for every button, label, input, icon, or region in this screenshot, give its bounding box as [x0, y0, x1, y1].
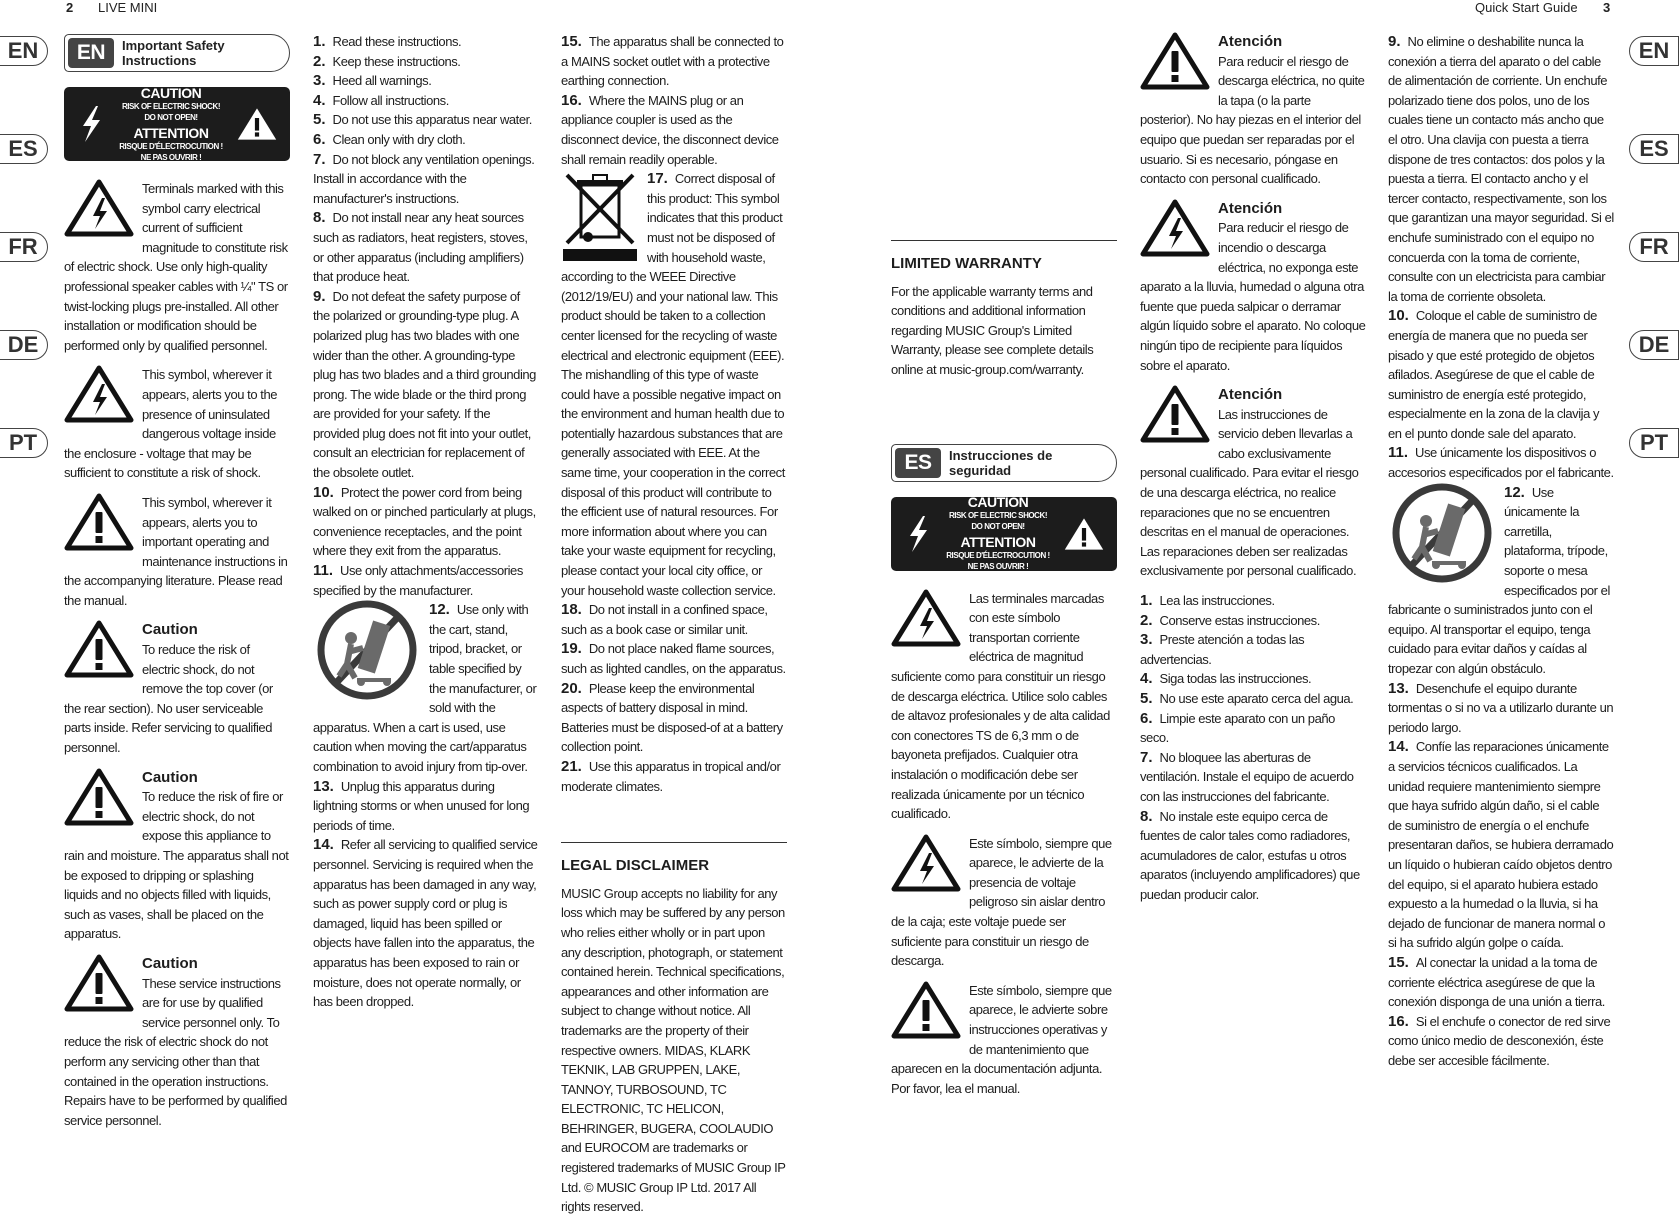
- es-item-4: 4. Siga todas las instrucciones.: [1140, 670, 1312, 688]
- legal-disclaimer-text: MUSIC Group accepts no liability for any loss which may be suffered by any person who relies either wholly or in part upon any description, photograph, or statement contained herein. Technical specifications, appearances and other information are subject to change without notice. All trademarks are the property of their respective owners. MIDAS, KLARK TEKNIK, LAB GRUPPEN, LAKE, TANNOY, TURBOSOUND, TC ELECTRONIC, TC HELICON, BEHRINGER, BUGERA, COOLAUDIO and EUROCOM are trademarks or registered trademarks of MUSIC Group IP Ltd. © MUSIC Group IP Ltd. 2017 All rights reserved.: [561, 885, 786, 1215]
- es-attention-1: Atención Para reducir el riesgo de descarga eléctrica, no quite la tapa (o la parte posterior). No hay piezas en el interior del equipo que puedan ser reparadas por el usuario. Si es necesario, póngase en contacto con personal cualificado.: [1140, 33, 1365, 187]
- es-item-10: 10. Coloque el cable de suministro de energía de manera que no pueda ser pisado y que esté protegido de objetos afilados. Asegúrese de que el cable de suministro de energía esté protegido, especialmente en la zona de la clavija y en el punto donde sale del aparato.: [1388, 307, 1600, 441]
- es-attention-2: Atención Para reducir el riesgo de incendio o descarga eléctrica, no exponga este aparato a la lluvia, humedad o alguna otra fuente que pueda salpicar o derramar algún líquido sobre el aparato. No coloque ningún tipo de recipiente para líquidos sobre el aparato.: [1140, 199, 1366, 373]
- en-item-13: 13. Unplug this apparatus during lightning storms or when unused for long periods of time.: [313, 777, 530, 833]
- es-section-title: Instrucciones de seguridad: [949, 447, 1053, 478]
- es-item-6: 6. Limpie este aparato con un paño seco.: [1140, 709, 1335, 746]
- caution-label-text: CAUTION RISK OF ELECTRIC SHOCK! DO NOT OPEN! ATTENTION RISQUE D'ÉLECTROCUTION ! NE PAS OUVRIR !: [119, 84, 223, 162]
- en-language-code: EN: [68, 38, 114, 68]
- es-items-column-1: [1140, 32, 1366, 905]
- weee-bin-icon: [561, 171, 639, 263]
- en-caution-1: Caution To reduce the risk of electric shock, do not remove the top cover (or the rear section). No user serviceable parts inside. Refer servicing to qualified personnel.: [64, 621, 273, 756]
- lightning-triangle-icon: [891, 589, 961, 647]
- es-item-15: 15. Al conectar la unidad a la toma de corriente eléctrica asegúrese de que la conexión disponga de una unión a tierra.: [1388, 953, 1605, 1010]
- limited-warranty-heading: LIMITED WARRANTY: [891, 240, 1117, 274]
- lang-tab-fr-right[interactable]: FR: [1629, 232, 1679, 262]
- en-item-6: 6. Clean only with dry cloth.: [313, 130, 466, 148]
- es-item-16: 16. Si el enchufe o conector de red sirve como único medio de desconexión, éste debe ser accesible fácilmente.: [1388, 1012, 1611, 1068]
- es-voltage-symbol-note: Este símbolo, siempre que aparece, le advierte de la presencia de voltaje peligroso sin aislar dentro de la caja; este voltaje puede ser suficiente para constituir un riesgo de descarga.: [891, 835, 1112, 969]
- en-item-4: 4. Follow all instructions.: [313, 91, 449, 109]
- es-section-header: [891, 444, 1117, 482]
- exclamation-triangle-icon: [891, 981, 961, 1039]
- cart-tipover-icon: [313, 600, 421, 700]
- es-item-5: 5. No use este aparato cerca del agua.: [1140, 690, 1354, 707]
- en-item-14: 14. Refer all servicing to qualified service personnel. Servicing is required when the apparatus has been damaged in any way, such as power supply cord or plug is damaged, liquid has been spilled or objects have fallen into the apparatus, the apparatus has been exposed to rain or moisture, does not operate normally, or has been dropped.: [313, 836, 538, 1010]
- es-terminal-symbol-note: Las terminales marcadas con este símbolo transportan corriente eléctrica de magnitud suficiente como para constituir un riesgo de descarga eléctrica. Utilice solo cables de altavoz profesionales y de alta calidad con conectores TS de 6,3 mm o de bayoneta prefijados. Cualquier otra instalación o modificación debe ser realizada únicamente por un técnico cualificado.: [891, 590, 1110, 822]
- caution-label: [64, 84, 290, 162]
- en-item-9: 9. Do not defeat the safety purpose of the polarized or grounding-type plug. A polarized plug has two blades with one wider than the other. A grounding-type plug has two blades and a third grounding prong. The wide blade or the third prong are provided for your safety. If the provided plug does not fit into your outlet, consult an electrician for replacement of the obsolete outlet.: [313, 287, 536, 481]
- en-item-3: 3. Heed all warnings.: [313, 72, 432, 90]
- es-item-3: 3. Preste atención a todas las advertencias.: [1140, 631, 1305, 667]
- lightning-triangle-icon: [64, 365, 134, 423]
- en-intro-column: [64, 34, 290, 1140]
- es-item-14: 14. Confíe las reparaciones únicamente a servicios técnicos cualificados. La unidad requiere mantenimiento siempre que haya sufrido algún daño, si el cable de suministro de energía o el enchufe presentaran daños, se hubiera derramado un líquido o hubieran caído objetos dentro del equipo, si el aparato hubiera estado expuesto a la humedad o la lluvia, si ha dejado de funcionar de manera normal o si ha sufrido algún golpe o caída.: [1388, 738, 1614, 951]
- right-header-title: Quick Start Guide: [1475, 0, 1578, 15]
- es-item-12: 12. Use únicamente la carretilla, plataforma, trípode, soporte o mesa especificados por el fabricante o suministrados junto con el equipo. Al transportar el equipo, tenga cuidado para evitar daños y caídas al tropezar con algún obstáculo.: [1388, 483, 1610, 676]
- es-attention-3: Atención Las instrucciones de servicio deben llevarlas a cabo exclusivamente personal cualificado. Para evitar el riesgo de una descarga eléctrica, no realice reparaciones que no se encuentren descritas en el manual de operaciones. Las reparaciones deben ser realizadas exclusivamente por personal cualificado.: [1140, 386, 1359, 579]
- es-instruction-symbol-note: Este símbolo, siempre que aparece, le advierte sobre instrucciones operativas y de mantenimiento que aparecen en la documentación adjunta. Por favor, lea el manual.: [891, 982, 1112, 1096]
- es-item-11: 11. Use únicamente los dispositivos o accesorios especificados por el fabricante.: [1388, 444, 1614, 481]
- lang-tab-de-right[interactable]: DE: [1629, 330, 1679, 360]
- en-item-8: 8. Do not install near any heat sources such as radiators, heat registers, stoves, or other apparatus (including amplifiers) that produce heat.: [313, 209, 528, 285]
- en-items-column-2: [561, 32, 787, 1217]
- lightning-icon: [76, 104, 106, 144]
- en-item-7: 7. Do not block any ventilation openings. Install in accordance with the manufacturer's instructions.: [313, 150, 535, 206]
- exclamation-triangle-icon: [1140, 32, 1210, 90]
- lang-tab-de-left[interactable]: DE: [0, 330, 48, 360]
- lang-tab-pt-left[interactable]: PT: [0, 428, 48, 458]
- exclamation-triangle-icon: [64, 954, 134, 1012]
- en-item-11: 11. Use only attachments/accessories specified by the manufacturer.: [313, 562, 523, 598]
- en-section-header: [64, 34, 290, 72]
- en-item-12: 12. Use only with the cart, stand, tripod, bracket, or table specified by the manufacturer, or sold with the apparatus. When a cart is used, use caution when moving the cart/apparatus combination to avoid injury from tip-over.: [313, 601, 537, 774]
- warranty-es-intro-column: [891, 240, 1117, 1108]
- lang-tab-es-left[interactable]: ES: [0, 134, 48, 164]
- es-item-1: 1. Lea las instrucciones.: [1140, 592, 1275, 610]
- es-items-column-2: [1388, 32, 1614, 1070]
- en-item-10: 10. Protect the power cord from being walked on or pinched particularly at plugs, convenience receptacles, and the point where they exit from the apparatus.: [313, 483, 536, 559]
- es-caution-label-text: CAUTION RISK OF ELECTRIC SHOCK! DO NOT OPEN! ATTENTION RISQUE D'ÉLECTROCUTION ! NE PAS OUVRIR !: [946, 494, 1050, 572]
- en-section-title: Important Safety Instructions: [122, 38, 225, 68]
- lang-tab-es-right[interactable]: ES: [1629, 134, 1679, 164]
- exclamation-triangle-icon: [64, 620, 134, 678]
- exclamation-icon: [236, 105, 278, 143]
- en-instruction-symbol-note: This symbol, wherever it appears, alerts you to important operating and maintenance instructions in the accompanying literature. Please read the manual.: [64, 494, 288, 608]
- en-items-column-1: [313, 32, 539, 1012]
- limited-warranty-text: For the applicable warranty terms and conditions and additional information regarding MUSIC Group's Limited Warranty, please see complete details online at music-group.com/warranty.: [891, 283, 1094, 377]
- en-item-2: 2. Keep these instructions.: [313, 52, 461, 70]
- es-item-8: 8. No instale este equipo cerca de fuentes de calor tales como radiadores, acumuladores de calor, estufas u otros aparatos (incluyendo amplificadores) que puedan producir calor.: [1140, 807, 1360, 902]
- exclamation-triangle-icon: [1140, 385, 1210, 443]
- lightning-icon: [903, 514, 933, 554]
- en-item-20: 20. Please keep the environmental aspects of battery disposal in mind. Batteries must be disposed-of at a battery collection point.: [561, 679, 783, 755]
- en-caution-2: Caution To reduce the risk of fire or electric shock, do not expose this appliance to rain and moisture. The apparatus shall not be exposed to dripping or splashing liquids and no objects filled with liquids, such as vases, shall be placed on the apparatus.: [64, 768, 289, 942]
- en-item-21: 21. Use this apparatus in tropical and/or moderate climates.: [561, 757, 781, 794]
- lang-tab-en-right[interactable]: EN: [1629, 36, 1679, 66]
- en-item-16: 16. Where the MAINS plug or an appliance coupler is used as the disconnect device, the disconnect device shall remain readily operable.: [561, 91, 779, 167]
- es-item-2: 2. Conserve estas instrucciones.: [1140, 611, 1320, 629]
- en-item-17: 17. Correct disposal of this product: This symbol indicates that this product must not be disposed of with household waste, according to the WEEE Directive (2012/19/EU) and your national law. This product should be taken to a collection center licensed for the recycling of waste electrical and electronic equipment (EEE). The mishandling of this type of waste could have a possible negative impact on the environment and human health due to potentially hazardous substances that are generally associated with EEE. At the same time, your cooperation in the correct disposal of this product will contribute to the efficient use of natural resources. For more information about where you can take your waste equipment for recycling, please contact your local city office, or your household waste collection service.: [561, 170, 785, 598]
- exclamation-triangle-icon: [64, 493, 134, 551]
- en-caution-3: Caution These service instructions are for use by qualified service personnel only. To reduce the risk of electric shock do not perform any servicing other than that contained in the operation instructions. Repairs have to be performed by qualified service personnel.: [64, 954, 287, 1128]
- es-item-9: 9. No elimine o deshabilite nunca la conexión a tierra del aparato o del cable de alimentación de corriente. Un enchufe polarizado tiene dos polos, uno de los cuales tiene un contacto más ancho que el otro. Una clavija con puesta a tierra dispone de tres contactos: dos polos y la puesta a tierra. El contacto ancho y el tercer contacto, respectivamente, son los que garantizan una mayor seguridad. Si el enchufe suministrado con el equipo no concuerda con la toma de corriente, consulte con un electricista para cambiar la toma de corriente obsoleta.: [1388, 33, 1614, 304]
- lightning-triangle-icon: [64, 179, 134, 237]
- en-terminal-symbol-note: Terminals marked with this symbol carry electrical current of sufficient magnitude to constitute risk of electric shock. Use only high-quality professional speaker cables with ¼" TS or twist-locking plugs pre-installed. All other installation or modification should be performed only by qualified personnel.: [64, 181, 288, 353]
- en-item-19: 19. Do not place naked flame sources, such as lighted candles, on the apparatus.: [561, 640, 786, 676]
- es-language-code: ES: [895, 448, 941, 478]
- lang-tab-en-left[interactable]: EN: [0, 36, 48, 66]
- es-item-13: 13. Desenchufe el equipo durante tormentas o si no va a utilizarlo durante un periodo largo.: [1388, 679, 1614, 735]
- en-item-18: 18. Do not install in a confined space, such as a book case or similar unit.: [561, 601, 768, 637]
- exclamation-triangle-icon: [64, 768, 134, 826]
- exclamation-icon: [1063, 515, 1105, 553]
- left-header-title: LIVE MINI: [98, 0, 158, 15]
- es-caution-label: [891, 494, 1117, 572]
- en-voltage-symbol-note: This symbol, wherever it appears, alerts you to the presence of uninsulated dangerous voltage inside the enclosure - voltage that may be sufficient to constitute a risk of shock.: [64, 367, 278, 481]
- es-item-7: 7. No bloquee las aberturas de ventilación. Instale el equipo de acuerdo con las instrucciones del fabricante.: [1140, 748, 1354, 804]
- right-page-number: 3: [1603, 0, 1611, 15]
- lang-tab-fr-left[interactable]: FR: [0, 232, 48, 262]
- lightning-triangle-icon: [891, 834, 961, 892]
- en-item-1: 1. Read these instructions.: [313, 33, 462, 50]
- legal-disclaimer-heading: LEGAL DISCLAIMER: [561, 842, 787, 876]
- lightning-triangle-icon: [1140, 199, 1210, 257]
- en-item-5: 5. Do not use this apparatus near water.: [313, 111, 532, 129]
- left-page-number: 2: [66, 0, 74, 15]
- en-item-15: 15. The apparatus shall be connected to a MAINS socket outlet with a protective earthing connection.: [561, 33, 784, 89]
- lang-tab-pt-right[interactable]: PT: [1629, 428, 1679, 458]
- cart-tipover-icon: [1388, 483, 1496, 583]
